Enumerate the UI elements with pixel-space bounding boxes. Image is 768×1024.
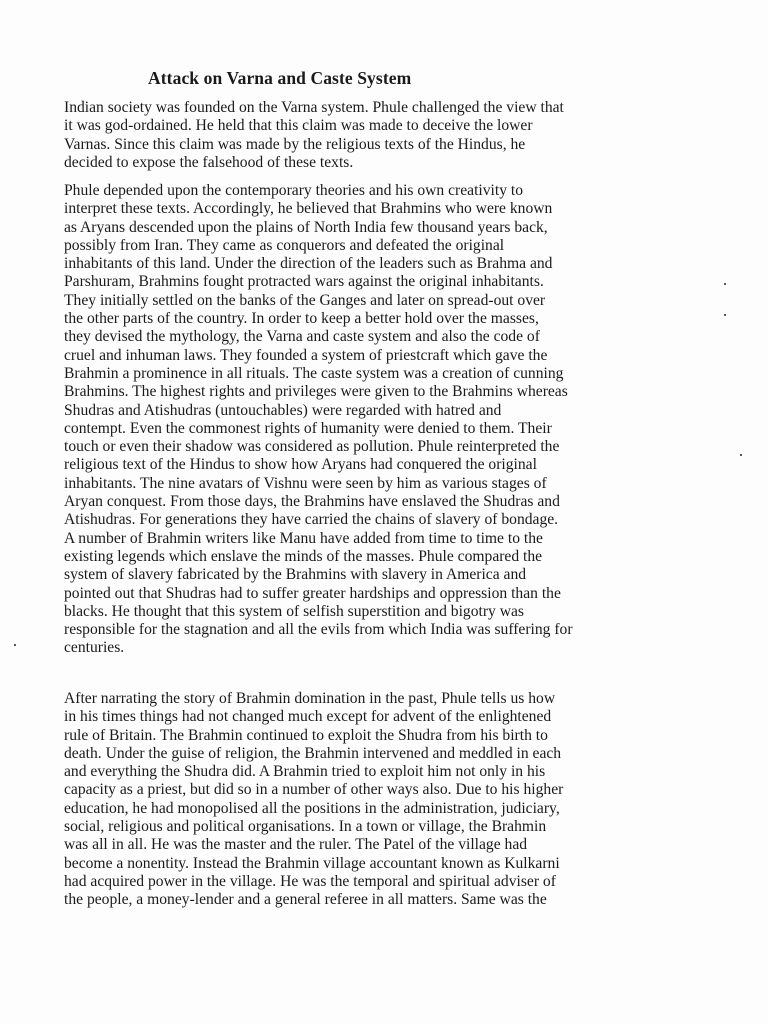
paragraph-aryan-theory <box>64 182 724 658</box>
text-line: responsible for the stagnation and all the evils from which India was suffering for <box>64 621 573 639</box>
text-line: religious text of the Hindus to show how Aryans had conquered the original <box>64 456 537 474</box>
text-line: had acquired power in the village. He was the temporal and spiritual adviser of <box>64 872 556 890</box>
text-line: Parshuram, Brahmins fought protracted wars against the original inhabitants. <box>64 273 544 291</box>
text-line: interpret these texts. Accordingly, he believed that Brahmins who were known <box>64 200 553 218</box>
text-line: Indian society was founded on the Varna system. Phule challenged the view that <box>64 99 564 116</box>
text-line: Shudras and Atishudras (untouchables) were regarded with hatred and <box>64 401 502 419</box>
text-line: After narrating the story of Brahmin domination in the past, Phule tells us how <box>64 690 556 707</box>
text-line: blacks. He thought that this system of selfish superstition and bigotry was <box>64 602 524 620</box>
scan-speck <box>724 314 726 316</box>
page-title: Attack on Varna and Caste System <box>148 68 412 88</box>
text-line: they devised the mythology, the Varna and caste system and also the code of <box>64 328 540 346</box>
text-line: Phule depended upon the contemporary theories and his own creativity to <box>64 182 524 199</box>
text-line: touch or even their shadow was considered as pollution. Phule reinterpreted the <box>64 438 560 456</box>
text-line: capacity as a priest, but did so in a number of other ways also. Due to his higher <box>64 781 564 799</box>
scan-speck <box>724 283 726 285</box>
scan-speck <box>740 454 742 456</box>
text-line: They initially settled on the banks of the Ganges and later on spread-out over <box>64 291 546 309</box>
text-line: in his times things had not changed much except for advent of the enlightened <box>64 708 552 726</box>
text-line: inhabitants. The nine avatars of Vishnu were seen by him as various stages of <box>64 474 547 492</box>
paragraph-brahmin-domination <box>64 690 724 910</box>
text-line: the other parts of the country. In order to keep a better hold over the masses, <box>64 310 539 328</box>
text-line: A number of Brahmin writers like Manu have added from time to time to the <box>64 529 543 547</box>
text-line: the people, a money-lender and a general referee in all matters. Same was the <box>64 891 547 909</box>
text-line: existing legends which enslave the minds of the masses. Phule compared the <box>64 547 543 565</box>
text-line: Brahmin a prominence in all rituals. The caste system was a creation of cunning <box>64 364 564 382</box>
text-line: was all in all. He was the master and the ruler. The Patel of the village had <box>64 836 528 854</box>
paragraph-varna-system <box>64 99 724 172</box>
text-line: it was god-ordained. He held that this claim was made to deceive the lower <box>64 117 533 135</box>
text-line: Brahmins. The highest rights and privileges were given to the Brahmins whereas <box>64 383 568 401</box>
text-line: possibly from Iran. They came as conquerors and defeated the original <box>64 236 505 254</box>
text-line: Varnas. Since this claim was made by the religious texts of the Hindus, he <box>64 135 526 153</box>
text-line: rule of Britain. The Brahmin continued to exploit the Shudra from his birth to <box>64 726 548 744</box>
text-line: decided to expose the falsehood of these texts. <box>64 153 354 171</box>
text-line: system of slavery fabricated by the Brahmins with slavery in America and <box>64 566 527 584</box>
text-line: Aryan conquest. From those days, the Brahmins have enslaved the Shudras and <box>64 493 560 511</box>
text-line: inhabitants of this land. Under the direction of the leaders such as Brahma and <box>64 255 553 273</box>
text-line: become a nonentity. Instead the Brahmin village accountant known as Kulkarni <box>64 854 560 872</box>
scan-speck <box>14 644 16 646</box>
text-line: and everything the Shudra did. A Brahmin tried to exploit him not only in his <box>64 763 546 781</box>
text-line: centuries. <box>64 639 125 657</box>
text-line: contempt. Even the commonest rights of humanity were denied to them. Their <box>64 419 552 437</box>
text-line: cruel and inhuman laws. They founded a system of priestcraft which gave the <box>64 346 548 364</box>
text-line: Atishudras. For generations they have carried the chains of slavery of bondage. <box>64 511 559 529</box>
text-line: death. Under the guise of religion, the Brahmin intervened and meddled in each <box>64 744 562 762</box>
text-line: social, religious and political organisations. In a town or village, the Brahmin <box>64 818 547 836</box>
text-line: as Aryans descended upon the plains of North India few thousand years back, <box>64 218 548 236</box>
text-line: education, he had monopolised all the positions in the administration, judiciary, <box>64 799 560 817</box>
text-line: pointed out that Shudras had to suffer greater hardships and oppression than the <box>64 584 561 602</box>
